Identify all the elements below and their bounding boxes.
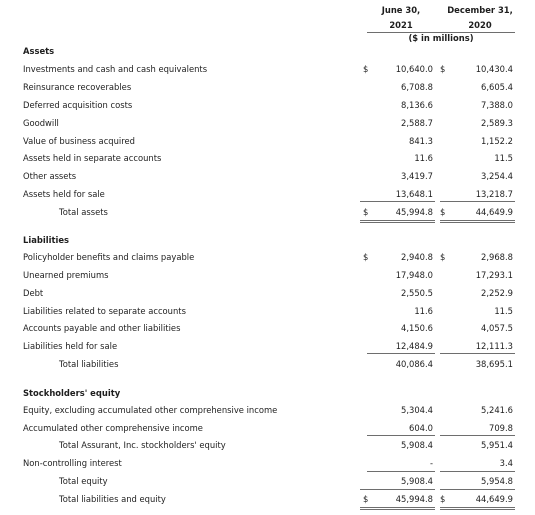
row-label: Goodwill <box>23 118 59 128</box>
column-header-year: 2020 <box>468 20 492 30</box>
row-label: Liabilities held for sale <box>23 341 118 351</box>
row-label: Total equity <box>59 476 108 486</box>
value-june-2021: 604.0 <box>409 423 433 433</box>
value-dec-2020: 1,152.2 <box>481 136 513 146</box>
total-double-rule <box>440 509 515 510</box>
table-row <box>0 420 535 436</box>
value-dec-2020: 11.5 <box>494 153 513 163</box>
unit-label: ($ in millions) <box>408 33 474 43</box>
value-june-2021: 45,994.8 <box>395 494 433 504</box>
currency-symbol: $ <box>440 494 446 504</box>
row-label: Other assets <box>23 171 77 181</box>
value-dec-2020: 13,218.7 <box>475 189 513 199</box>
value-june-2021: 6,708.8 <box>401 82 433 92</box>
value-dec-2020: 2,252.9 <box>481 288 513 298</box>
subtotal-rule <box>367 435 435 436</box>
value-dec-2020: 3.4 <box>499 458 513 468</box>
value-june-2021: - <box>429 458 433 468</box>
value-dec-2020: 709.8 <box>489 423 513 433</box>
value-june-2021: 5,908.4 <box>401 440 433 450</box>
column-header-june-2021 <box>366 3 436 33</box>
value-june-2021: 10,640.0 <box>395 64 433 74</box>
column-header-year: 2021 <box>389 20 413 30</box>
subtotal-rule <box>440 471 515 472</box>
value-june-2021: 13,648.1 <box>395 189 433 199</box>
table-row <box>0 267 535 283</box>
row-label: Deferred acquisition costs <box>23 100 133 110</box>
value-june-2021: 4,150.6 <box>401 323 433 333</box>
table-row <box>0 97 535 113</box>
value-dec-2020: 17,293.1 <box>475 270 513 280</box>
row-label: Investments and cash and cash equivalents <box>23 64 208 74</box>
value-dec-2020: 5,954.8 <box>481 476 513 486</box>
value-dec-2020: 5,241.6 <box>481 405 513 415</box>
row-label: Accumulated other comprehensive income <box>23 423 203 433</box>
value-dec-2020: 2,968.8 <box>481 252 513 262</box>
value-june-2021: 5,908.4 <box>401 476 433 486</box>
value-dec-2020: 4,057.5 <box>481 323 513 333</box>
total-double-rule <box>440 507 515 508</box>
table-row <box>0 338 535 354</box>
table-row <box>0 186 535 202</box>
section-header-equity <box>0 385 535 401</box>
total-double-rule <box>360 222 435 223</box>
section-title: Stockholders' equity <box>23 388 121 398</box>
table-row <box>0 115 535 131</box>
currency-symbol: $ <box>440 252 446 262</box>
row-label: Non-controlling interest <box>23 458 122 468</box>
value-june-2021: 2,550.5 <box>401 288 433 298</box>
value-dec-2020: 10,430.4 <box>475 64 513 74</box>
table-row <box>0 249 535 265</box>
value-june-2021: 2,940.8 <box>401 252 433 262</box>
row-label: Liabilities related to separate accounts <box>23 306 186 316</box>
subtotal-rule <box>440 201 515 202</box>
value-june-2021: 3,419.7 <box>401 171 433 181</box>
row-label: Assets held for sale <box>23 189 105 199</box>
value-june-2021: 2,588.7 <box>401 118 433 128</box>
table-row <box>0 285 535 301</box>
row-label: Total assets <box>59 207 108 217</box>
subtotal-rule <box>440 353 515 354</box>
section-header-liabilities <box>0 232 535 248</box>
currency-symbol: $ <box>363 252 369 262</box>
row-label: Policyholder benefits and claims payable <box>23 252 195 262</box>
row-label: Total Assurant, Inc. stockholders' equity <box>59 440 226 450</box>
total-double-rule <box>360 509 435 510</box>
row-label: Total liabilities and equity <box>59 494 166 504</box>
currency-symbol: $ <box>440 207 446 217</box>
row-label: Assets held in separate accounts <box>23 153 162 163</box>
value-june-2021: 40,086.4 <box>395 359 433 369</box>
total-double-rule <box>440 220 515 221</box>
table-row <box>0 133 535 149</box>
column-header-date: December 31, <box>447 5 513 15</box>
value-june-2021: 17,948.0 <box>395 270 433 280</box>
subtotal-rule <box>360 489 435 490</box>
table-row <box>0 61 535 77</box>
value-dec-2020: 12,111.3 <box>475 341 513 351</box>
value-dec-2020: 44,649.9 <box>475 494 513 504</box>
subtotal-rule <box>440 435 515 436</box>
table-row <box>0 402 535 418</box>
currency-symbol: $ <box>363 207 369 217</box>
value-dec-2020: 6,605.4 <box>481 82 513 92</box>
value-dec-2020: 7,388.0 <box>481 100 513 110</box>
total-row <box>0 204 535 220</box>
row-label: Equity, excluding accumulated other comprehensive income <box>23 405 278 415</box>
row-label: Unearned premiums <box>23 270 109 280</box>
value-june-2021: 12,484.9 <box>395 341 433 351</box>
currency-symbol: $ <box>363 494 369 504</box>
row-label: Total liabilities <box>59 359 119 369</box>
table-row <box>0 455 535 471</box>
subtotal-rule <box>360 201 435 202</box>
total-double-rule <box>360 507 435 508</box>
value-dec-2020: 44,649.9 <box>475 207 513 217</box>
value-dec-2020: 5,951.4 <box>481 440 513 450</box>
row-label: Value of business acquired <box>23 136 135 146</box>
value-june-2021: 11.6 <box>414 306 433 316</box>
section-title: Assets <box>23 46 55 56</box>
table-row <box>0 303 535 319</box>
total-double-rule <box>440 222 515 223</box>
table-row <box>0 473 535 489</box>
column-header-december-2020 <box>440 3 520 33</box>
subtotal-rule <box>367 471 435 472</box>
section-header-assets <box>0 43 535 59</box>
table-row <box>0 79 535 95</box>
row-label: Reinsurance recoverables <box>23 82 132 92</box>
subtotal-rule <box>440 489 515 490</box>
table-row <box>0 168 535 184</box>
table-row <box>0 150 535 166</box>
total-row <box>0 356 535 372</box>
value-dec-2020: 2,589.3 <box>481 118 513 128</box>
section-title: Liabilities <box>23 235 70 245</box>
value-june-2021: 8,136.6 <box>401 100 433 110</box>
total-row <box>0 491 535 507</box>
currency-symbol: $ <box>363 64 369 74</box>
value-june-2021: 5,304.4 <box>401 405 433 415</box>
row-label: Debt <box>23 288 44 298</box>
value-june-2021: 11.6 <box>414 153 433 163</box>
currency-symbol: $ <box>440 64 446 74</box>
value-june-2021: 841.3 <box>409 136 433 146</box>
table-row <box>0 320 535 336</box>
row-label: Accounts payable and other liabilities <box>23 323 181 333</box>
table-row <box>0 437 535 453</box>
value-dec-2020: 11.5 <box>494 306 513 316</box>
value-dec-2020: 3,254.4 <box>481 171 513 181</box>
value-june-2021: 45,994.8 <box>395 207 433 217</box>
subtotal-rule <box>367 353 435 354</box>
value-dec-2020: 38,695.1 <box>475 359 513 369</box>
column-header-date: June 30, <box>381 5 421 15</box>
total-double-rule <box>360 220 435 221</box>
